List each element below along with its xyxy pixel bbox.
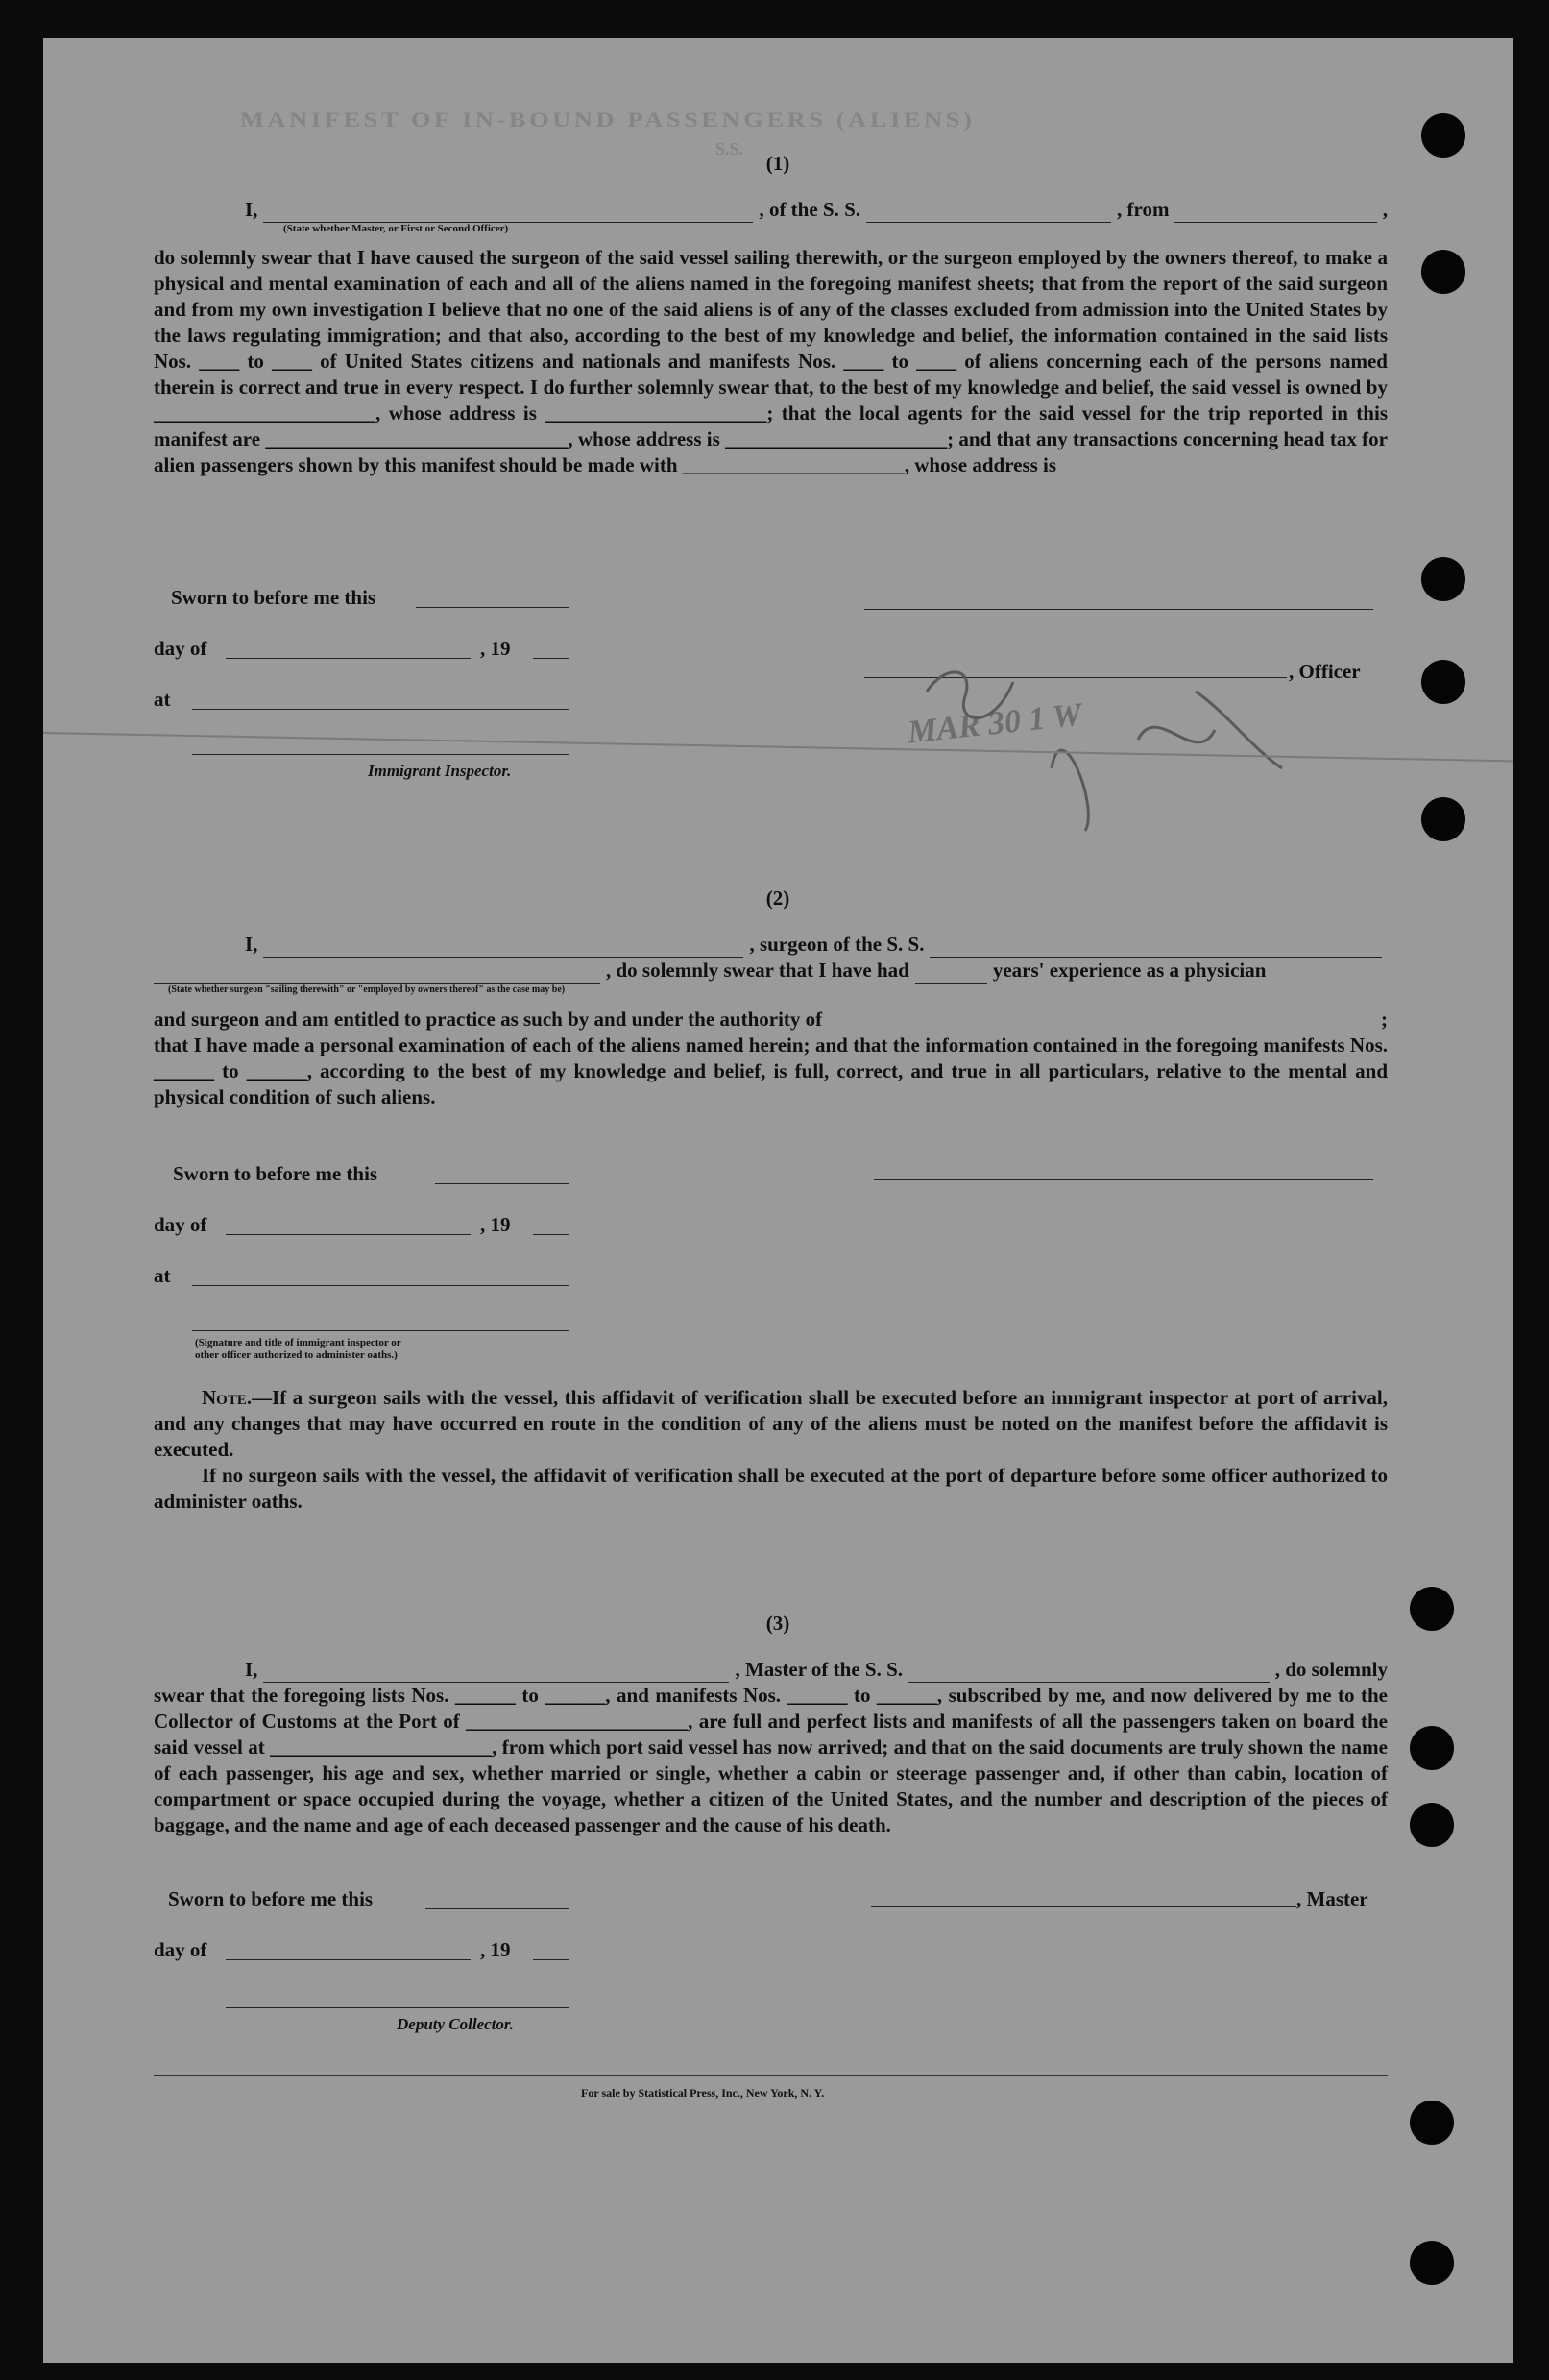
- deputy-label: Deputy Collector.: [397, 2015, 514, 2033]
- day-of-field[interactable]: [226, 658, 471, 659]
- label-i: I,: [245, 198, 258, 221]
- footer-rule: [154, 2075, 1388, 2076]
- signature-caption-2: other officer authorized to administer oaths.): [195, 1349, 398, 1361]
- surgeon-type-caption: (State whether surgeon "sailing therewith" or "employed by owners thereof" as the case may be): [168, 984, 566, 995]
- sworn-label: Sworn to before me this: [173, 1162, 378, 1185]
- inspector-signature-field[interactable]: [192, 1330, 569, 1331]
- label-years-experience: years' experience as a physician: [992, 959, 1267, 982]
- section-2-oath-text: that I have made a personal examination of each of the aliens named herein; and that the information contained in the foregoing manifests Nos. ______ to ______, according to the best of my knowledge and belief, is full, correct, and true in all particulars, relative to the mental and physical condition of such aliens.: [154, 1033, 1388, 1108]
- master-signature-field[interactable]: [871, 1906, 1296, 1907]
- day-of-field[interactable]: [226, 1234, 471, 1235]
- year-label: , 19: [480, 637, 511, 660]
- label-master-of-ss: , Master of the S. S.: [735, 1658, 904, 1681]
- punch-hole: [1410, 2241, 1454, 2285]
- label-of-ss: , of the S. S.: [759, 198, 861, 221]
- at-label: at: [154, 1264, 171, 1287]
- day-of-label: day of: [154, 1938, 207, 1961]
- section-2-line-2: [154, 958, 1388, 984]
- note-text-2: If no surgeon sails with the vessel, the affidavit of verification shall be executed at the port of departure before some officer authorized to administer oaths.: [154, 1464, 1388, 1513]
- punch-hole: [1421, 797, 1465, 841]
- section-3-line-1: [154, 1657, 1388, 1683]
- ghost-heading: MANIFEST OF IN-BOUND PASSENGERS (ALIENS): [240, 108, 976, 132]
- master-name-field[interactable]: [263, 1664, 729, 1683]
- section-1-oath-text: do solemnly swear that I have caused the surgeon of the said vessel sailing therewith, or the surgeon employed by the owners thereof, to make a physical and mental examination of each and all of the aliens named in the foregoing manifest sheets; that from the report of the said surgeon and from my own investigation I believe that no one of the said aliens is of any of the classes excluded from admission into the United States by the laws regulating immigration; and that also, according to the best of my knowledge and belief, the information contained in the said lists Nos. ____ to ____ of United States citizens and nationals and manifests Nos. ____ to ____ of aliens concerning each of the persons named therein is correct and true in every respect. I do further solemnly swear that, to the best of my knowledge and belief, the said vessel is owned by ______________________, whose address is ______________________; that the local agents for the said vessel for the trip reported in this manifest are ______________________________, whose address is ______________________; and that any transactions concerning head tax for alien passengers shown by this manifest should be made with ______________________, whose address is: [154, 246, 1388, 476]
- day-of-field[interactable]: [226, 1959, 471, 1960]
- printer-imprint: For sale by Statistical Press, Inc., New York, N. Y.: [581, 2086, 825, 2100]
- year-field[interactable]: [533, 1959, 569, 1960]
- master-label: , Master: [1296, 1887, 1368, 1910]
- day-of-label: day of: [154, 1213, 207, 1236]
- surgeon-vessel-field[interactable]: [930, 939, 1382, 958]
- year-field[interactable]: [533, 1234, 569, 1235]
- line-end: ,: [1382, 198, 1388, 221]
- form-page: [43, 38, 1513, 2363]
- sworn-label: Sworn to before me this: [171, 586, 376, 609]
- note-label: Note.: [202, 1386, 253, 1409]
- punch-hole: [1421, 660, 1465, 704]
- section-2-line-3: [154, 1007, 1388, 1032]
- vessel-name-field[interactable]: [866, 205, 1111, 223]
- officer-rank-caption: (State whether Master, or First or Second Officer): [283, 223, 509, 234]
- punch-hole: [1410, 2101, 1454, 2145]
- section-1-number: (1): [765, 152, 790, 175]
- label-authority: and surgeon and am entitled to practice as such by and under the authority of: [154, 1008, 823, 1031]
- punch-hole: [1421, 250, 1465, 294]
- at-field[interactable]: [192, 709, 569, 710]
- officer-label: , Officer: [1289, 660, 1361, 683]
- years-experience-field[interactable]: [915, 965, 987, 984]
- surgeon-signature-field[interactable]: [874, 1179, 1373, 1180]
- departure-port-field[interactable]: [1174, 205, 1376, 223]
- label-i: I,: [245, 933, 258, 956]
- surgeon-name-field[interactable]: [263, 939, 743, 958]
- ghost-ss: S.S.: [715, 139, 744, 158]
- sworn-date-field[interactable]: [435, 1183, 569, 1184]
- at-label: at: [154, 688, 171, 711]
- sworn-date-field[interactable]: [416, 607, 569, 608]
- label-surgeon-of-ss: , surgeon of the S. S.: [749, 933, 925, 956]
- year-field[interactable]: [533, 658, 569, 659]
- officer-rank-field[interactable]: [263, 205, 753, 223]
- label-i: I,: [245, 1658, 258, 1681]
- section-1-line-1: [154, 197, 1388, 223]
- label-swear-years: , do solemnly swear that I have had: [606, 959, 909, 982]
- surgeon-note: [154, 1385, 1388, 1515]
- punch-hole: [1410, 1803, 1454, 1847]
- note-text-1: —If a surgeon sails with the vessel, this affidavit of verification shall be executed before an immigrant inspector at port of arrival, and any changes that may have occurred en route in the condition of any of the aliens must be noted on the manifest before the affidavit is executed.: [154, 1386, 1388, 1461]
- punch-hole: [1410, 1726, 1454, 1770]
- surgeon-type-field[interactable]: [154, 965, 600, 984]
- sworn-label: Sworn to before me this: [168, 1887, 374, 1910]
- master-vessel-field[interactable]: [908, 1664, 1270, 1683]
- at-field[interactable]: [192, 1285, 569, 1286]
- inspector-signature-field[interactable]: [192, 754, 569, 755]
- day-of-label: day of: [154, 637, 207, 660]
- section-3-number: (3): [765, 1612, 790, 1635]
- punch-hole: [1421, 557, 1465, 601]
- label-do-solemnly: , do solemnly: [1274, 1658, 1388, 1681]
- inspector-label: Immigrant Inspector.: [368, 762, 512, 780]
- ghost-scribble: MAR 30 1 W: [906, 696, 1084, 751]
- signature-caption-1: (Signature and title of immigrant inspector or: [195, 1337, 401, 1348]
- officer-signature-top-line[interactable]: [864, 609, 1373, 610]
- sworn-date-field[interactable]: [425, 1908, 569, 1909]
- deputy-signature-field[interactable]: [226, 2007, 569, 2008]
- year-label: , 19: [480, 1213, 511, 1236]
- section-2-number: (2): [765, 886, 790, 910]
- year-label: , 19: [480, 1938, 511, 1961]
- section-3-oath-text: swear that the foregoing lists Nos. ______ to ______, and manifests Nos. ______ to ______, subscribed by me, and now delivered by me to the Collector of Customs at the Port of ______________________, are full and perfect lists and manifests of all the passengers taken on board the said vessel at ______________________, from which port said vessel has now arrived; and that on the said documents are truly shown the name of each passenger, his age and sex, whether married or single, whether a cabin or steerage passenger and, if other than cabin, location of compartment or space occupied during the voyage, whether a citizen of the United States, and the number and description of the pieces of baggage, and the name and age of each deceased passenger and the cause of his death.: [154, 1684, 1388, 1836]
- line-end: ;: [1381, 1008, 1388, 1031]
- authority-field[interactable]: [828, 1014, 1375, 1032]
- handwritten-signature: [908, 653, 1311, 836]
- section-2-line-1: [154, 932, 1388, 958]
- label-from: , from: [1117, 198, 1170, 221]
